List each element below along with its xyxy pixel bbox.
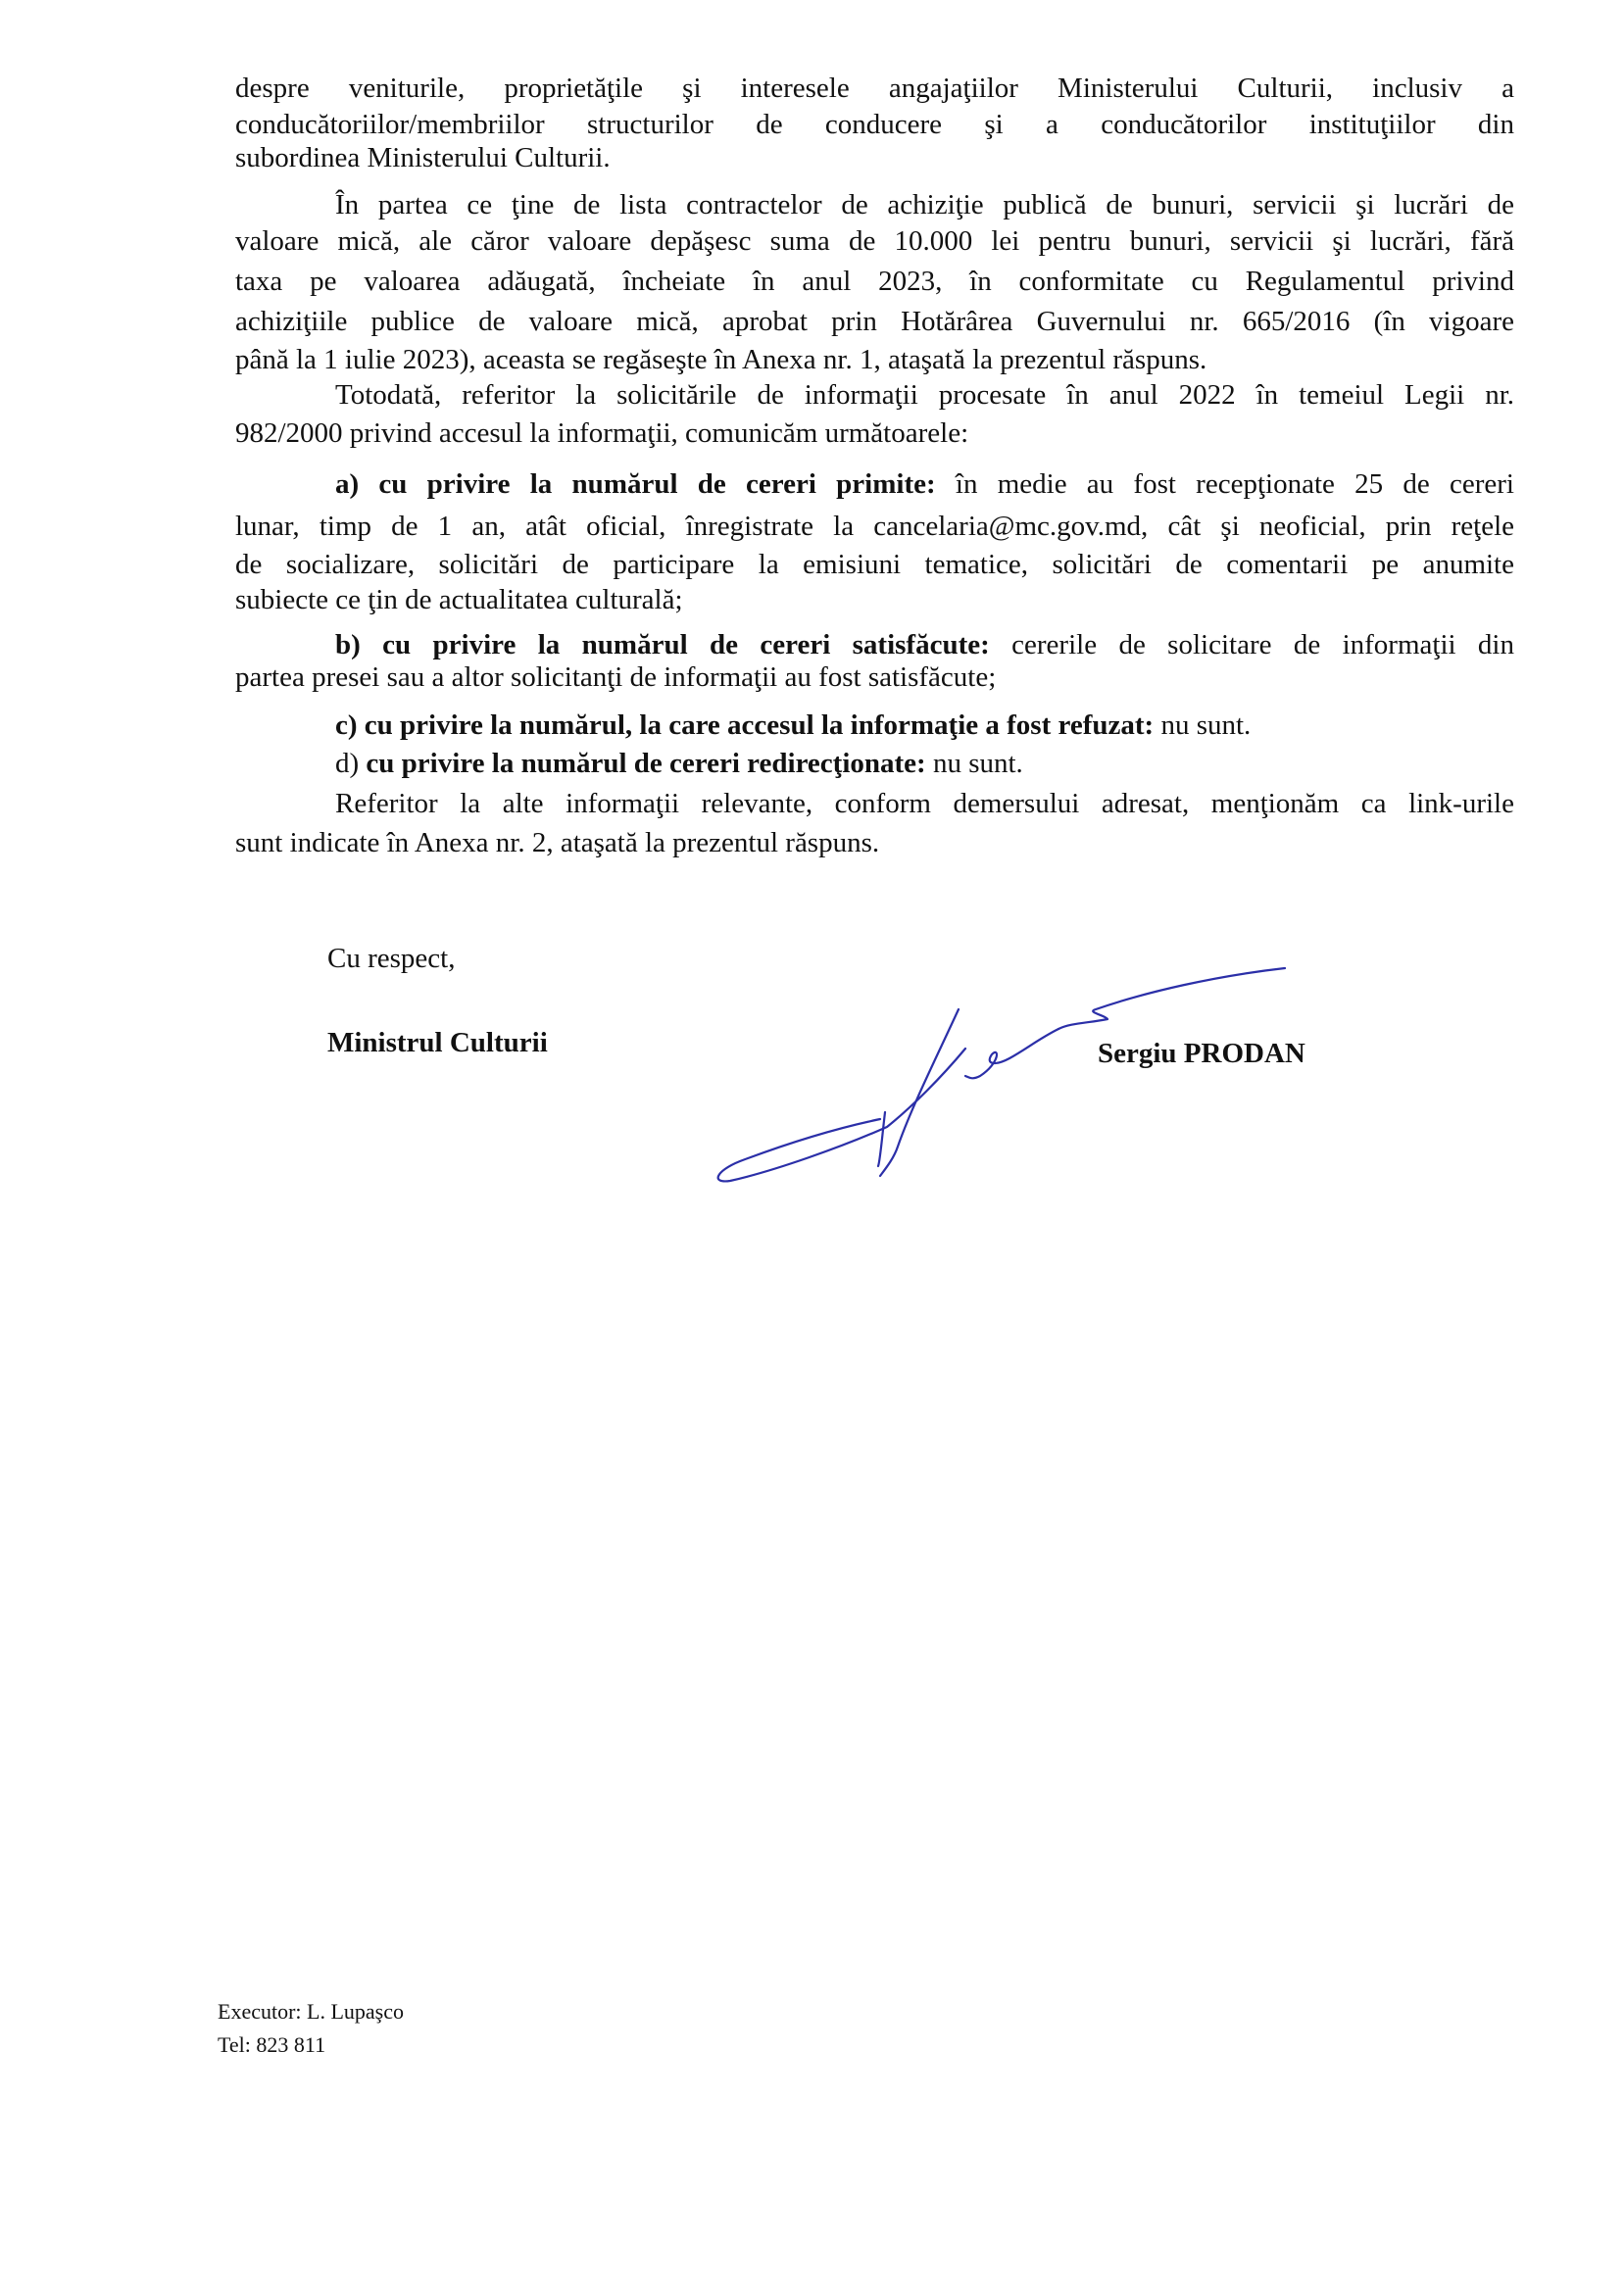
body-line: subiecte ce ţin de actualitatea culturală;	[235, 584, 683, 615]
item-a-text: în medie au fost recepţionate 25 de cereri	[935, 468, 1514, 500]
signatory-name: Sergiu PRODAN	[1098, 1038, 1305, 1069]
body-line: de socializare, solicitări de participare la emisiuni tematice, solicitări de comentarii pe anumite	[235, 549, 1514, 580]
body-line: conducătoriilor/membriilor structurilor de conducere şi a conducătorilor instituţiilor din	[235, 109, 1514, 140]
telephone-label: Tel: 823 811	[218, 2032, 326, 2057]
item-b-text: cererile de solicitare de informaţii din	[989, 629, 1514, 660]
executor-label: Executor: L. Lupaşco	[218, 1999, 404, 2024]
body-line: În partea ce ţine de lista contractelor de achiziţie publică de bunuri, servicii şi lucrări de	[335, 189, 1514, 220]
body-line: achiziţiile publice de valoare mică, aprobat prin Hotărârea Guvernului nr. 665/2016 (în vigoare	[235, 306, 1514, 337]
body-line: valoare mică, ale căror valoare depăşesc suma de 10.000 lei pentru bunuri, servicii şi lucrări, fără	[235, 225, 1514, 257]
signature-stroke	[880, 1009, 959, 1176]
body-line: partea presei sau a altor solicitanţi de informaţii au fost satisfăcute;	[235, 661, 997, 693]
body-line: până la 1 iulie 2023), aceasta se regăseşte în Anexa nr. 1, ataşată la prezentul răspuns.	[235, 344, 1207, 375]
signatory-position: Ministrul Culturii	[327, 1027, 548, 1058]
body-line: sunt indicate în Anexa nr. 2, ataşată la prezentul răspuns.	[235, 827, 880, 858]
item-b-heading: b) cu privire la numărul de cereri satisfăcute:	[335, 629, 990, 660]
body-line: taxa pe valoarea adăugată, încheiate în anul 2023, în conformitate cu Regulamentul privind	[235, 266, 1514, 297]
item-c-text: nu sunt.	[1154, 709, 1252, 741]
body-line: subordinea Ministerului Culturii.	[235, 142, 611, 173]
item-c-heading: c) cu privire la numărul, la care accesul la informaţie a fost refuzat:	[335, 709, 1155, 741]
body-line: Referitor la alte informaţii relevante, conform demersului adresat, menţionăm ca link-urile	[335, 788, 1514, 819]
signature-stroke	[718, 1049, 965, 1181]
body-line: 982/2000 privind accesul la informaţii, comunicăm următoarele:	[235, 417, 969, 449]
item-a-heading: a) cu privire la numărul de cereri primite:	[335, 468, 936, 500]
signature-stroke	[965, 1029, 1058, 1078]
closing-greeting: Cu respect,	[327, 943, 456, 974]
signature-stroke	[1058, 968, 1285, 1029]
body-line: despre veniturile, proprietăţile şi interesele angajaţiilor Ministerului Culturii, inclusiv a	[235, 73, 1514, 104]
item-d-heading: cu privire la numărul de cereri redirecţionate:	[366, 748, 926, 779]
body-line: lunar, timp de 1 an, atât oficial, înregistrate la cancelaria@mc.gov.md, cât şi neoficial, prin reţele	[235, 511, 1514, 542]
body-line: Totodată, referitor la solicitările de informaţii procesate în anul 2022 în temeiul Legii nr.	[335, 379, 1514, 411]
item-d-prefix: d)	[335, 748, 367, 779]
item-d-text: nu sunt.	[925, 748, 1023, 779]
